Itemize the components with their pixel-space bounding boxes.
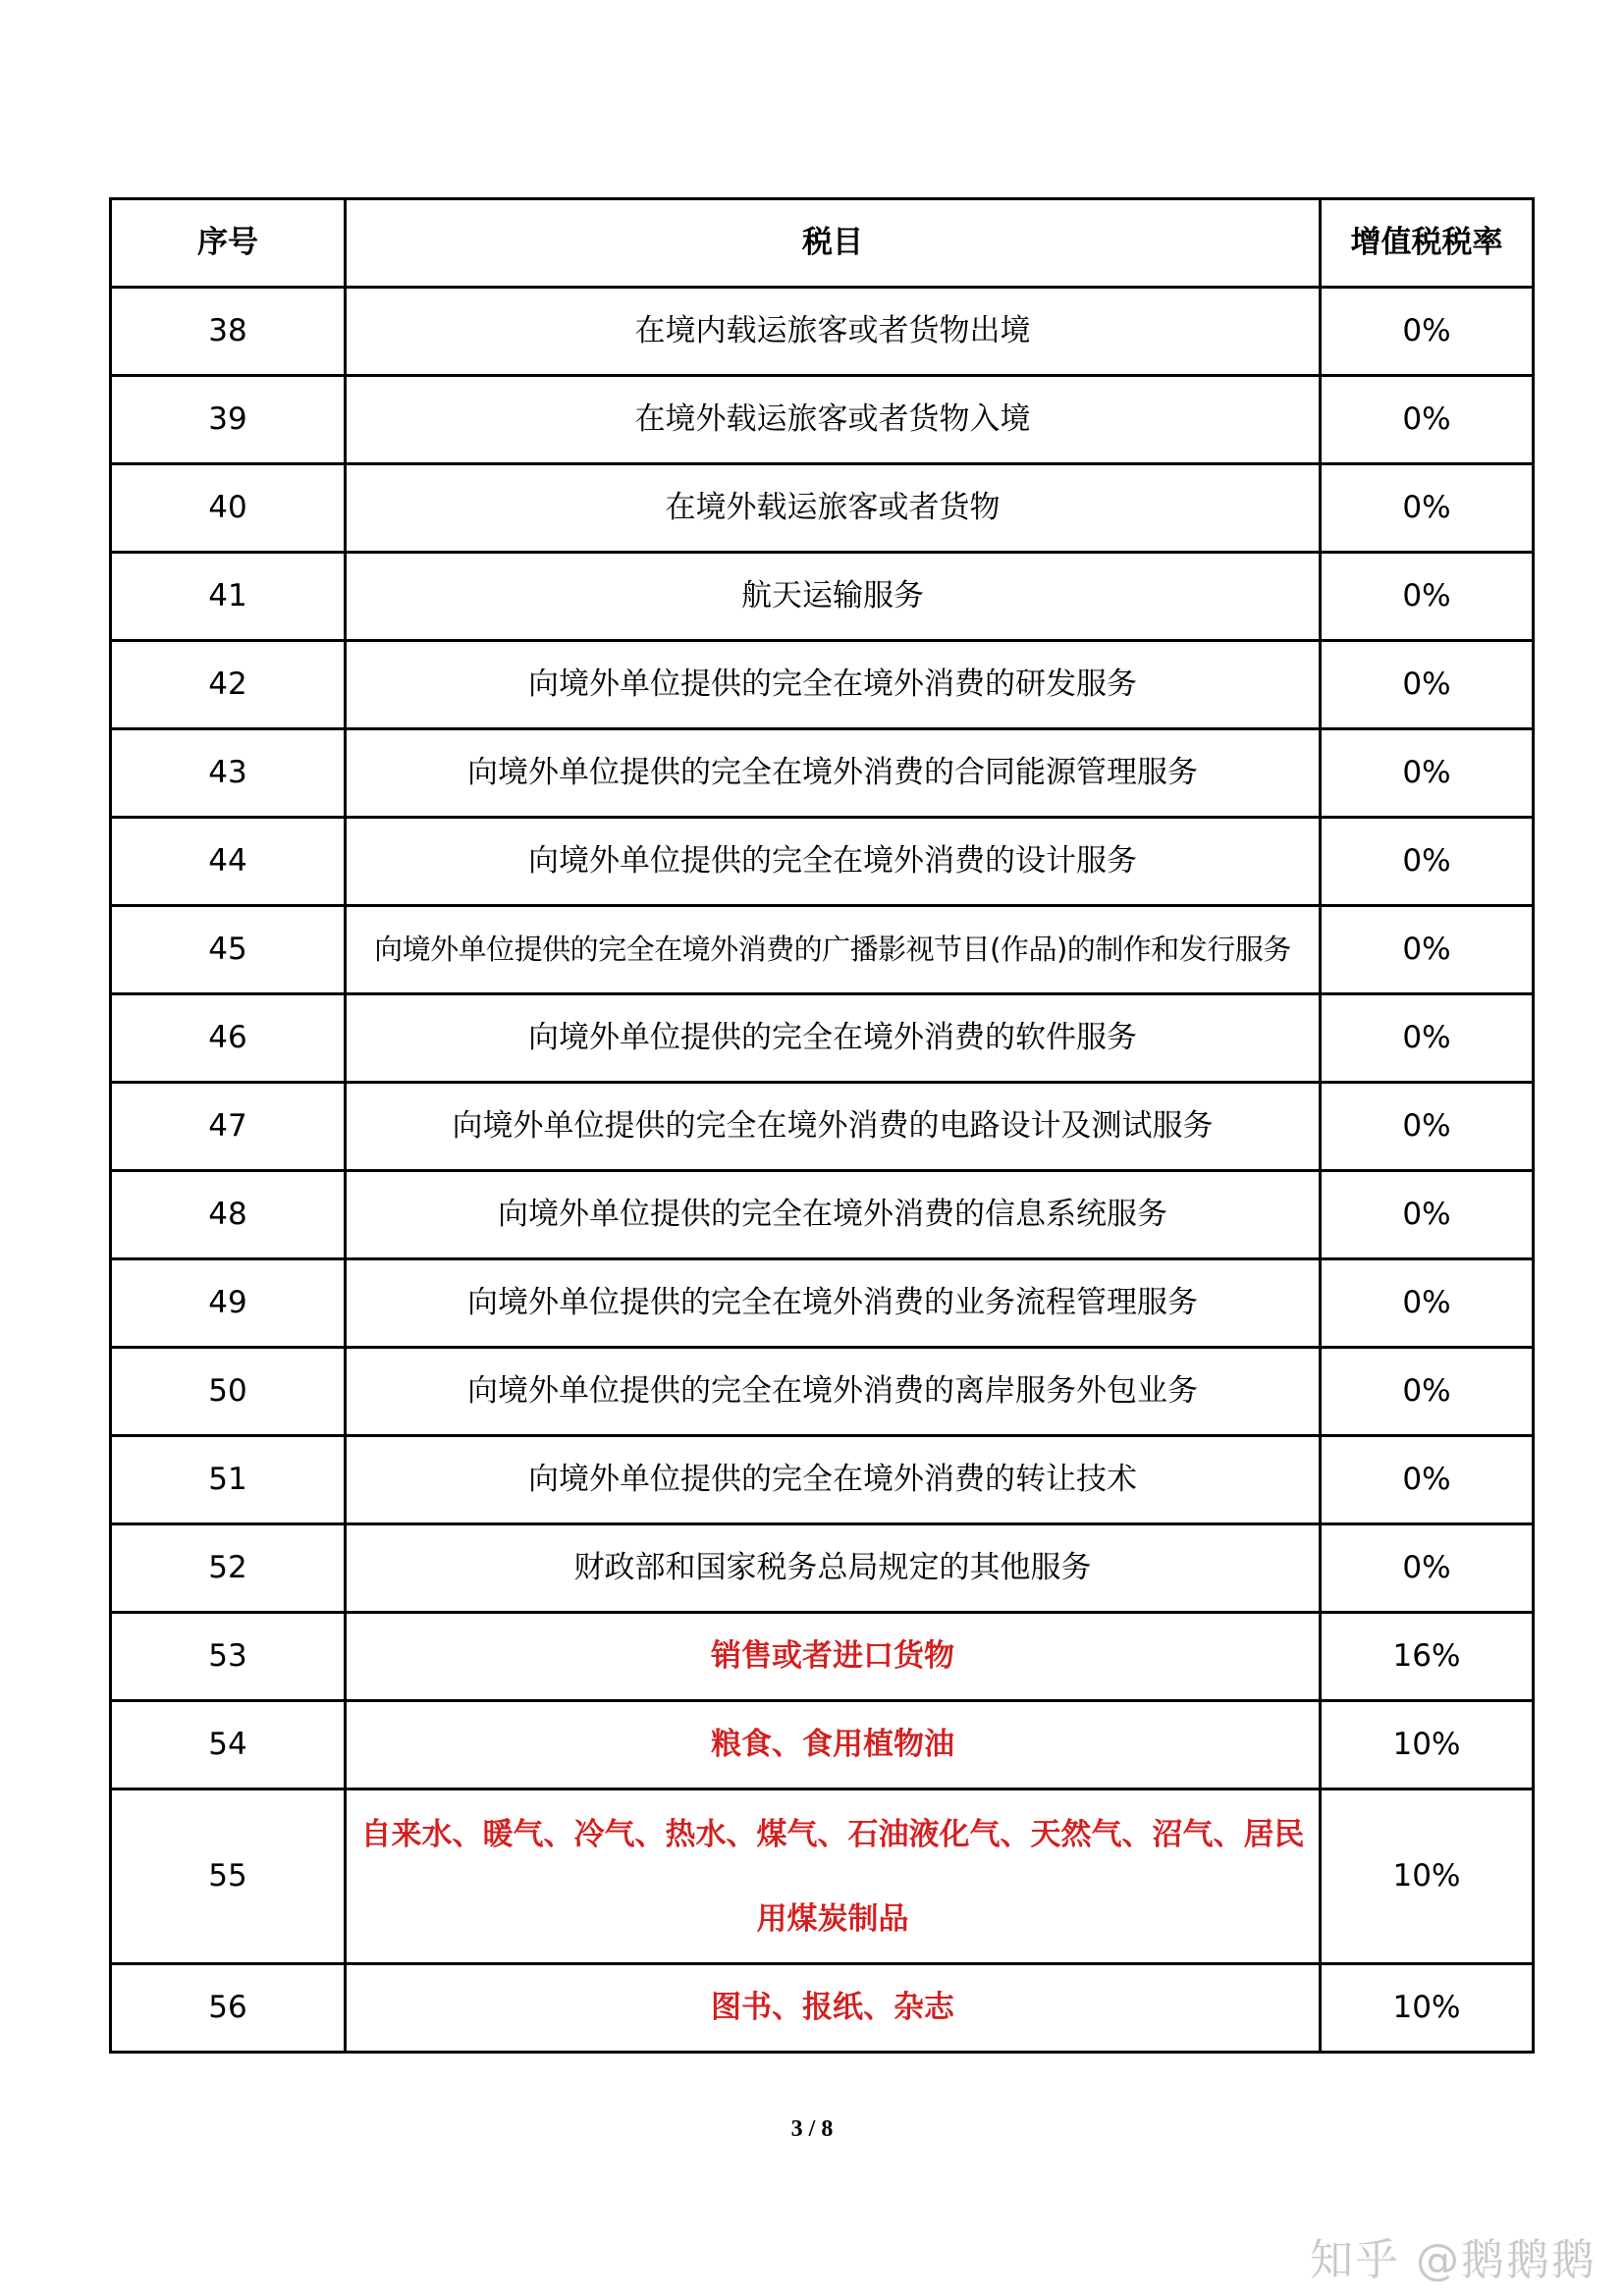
cell-tax-item: 在境内载运旅客或者货物出境 [346,288,1321,376]
table-row [111,1436,1534,1524]
cell-vat-rate: 0% [1321,818,1534,906]
cell-vat-rate: 10% [1321,1701,1534,1789]
table-row [111,464,1534,553]
tax-rate-table [109,197,1535,2054]
cell-vat-rate: 0% [1321,641,1534,729]
cell-tax-item: 航天运输服务 [346,553,1321,641]
cell-tax-item: 图书、报纸、杂志 [346,1964,1321,2053]
cell-serial-number: 52 [111,1524,346,1613]
table-row [111,994,1534,1083]
cell-tax-item: 向境外单位提供的完全在境外消费的设计服务 [346,818,1321,906]
cell-serial-number: 54 [111,1701,346,1789]
cell-serial-number: 39 [111,376,346,464]
cell-vat-rate: 0% [1321,376,1534,464]
header-tax-item: 税目 [346,199,1321,288]
table-row [111,1171,1534,1259]
watermark: 知乎 @鹅鹅鹅 [1310,2235,1597,2285]
cell-vat-rate: 10% [1321,1964,1534,2053]
cell-vat-rate: 0% [1321,729,1534,818]
cell-tax-item: 向境外单位提供的完全在境外消费的业务流程管理服务 [346,1259,1321,1348]
table-row [111,729,1534,818]
cell-tax-item: 向境外单位提供的完全在境外消费的转让技术 [346,1436,1321,1524]
header-vat-rate: 增值税税率 [1321,199,1534,288]
cell-tax-item: 向境外单位提供的完全在境外消费的软件服务 [346,994,1321,1083]
cell-serial-number: 48 [111,1171,346,1259]
cell-serial-number: 38 [111,288,346,376]
table-row [111,1348,1534,1436]
cell-serial-number: 43 [111,729,346,818]
cell-serial-number: 56 [111,1964,346,2053]
cell-serial-number: 47 [111,1083,346,1171]
table-row [111,906,1534,994]
cell-tax-item: 在境外载运旅客或者货物入境 [346,376,1321,464]
table-row [111,641,1534,729]
table-row [111,288,1534,376]
cell-serial-number: 41 [111,553,346,641]
cell-serial-number: 42 [111,641,346,729]
table-row-highlighted [111,1613,1534,1701]
cell-tax-item: 向境外单位提供的完全在境外消费的信息系统服务 [346,1171,1321,1259]
cell-serial-number: 51 [111,1436,346,1524]
cell-tax-item: 自来水、暖气、冷气、热水、煤气、石油液化气、天然气、沼气、居民用煤炭制品 [346,1789,1321,1964]
table-row [111,1259,1534,1348]
table-row [111,376,1534,464]
cell-tax-item: 向境外单位提供的完全在境外消费的电路设计及测试服务 [346,1083,1321,1171]
cell-vat-rate: 16% [1321,1613,1534,1701]
cell-tax-item: 向境外单位提供的完全在境外消费的合同能源管理服务 [346,729,1321,818]
cell-vat-rate: 0% [1321,1524,1534,1613]
header-serial-number: 序号 [111,199,346,288]
page-number: 3 / 8 [790,2116,834,2142]
cell-vat-rate: 0% [1321,1171,1534,1259]
cell-vat-rate: 10% [1321,1789,1534,1964]
cell-tax-item: 向境外单位提供的完全在境外消费的广播影视节目(作品)的制作和发行服务 [346,906,1321,994]
cell-serial-number: 44 [111,818,346,906]
cell-vat-rate: 0% [1321,994,1534,1083]
cell-tax-item: 销售或者进口货物 [346,1613,1321,1701]
table-row-highlighted [111,1789,1534,1964]
table-row-highlighted [111,1701,1534,1789]
cell-serial-number: 40 [111,464,346,553]
cell-vat-rate: 0% [1321,1436,1534,1524]
table-row [111,1524,1534,1613]
table-row-highlighted [111,1964,1534,2053]
table-row [111,818,1534,906]
cell-tax-item: 在境外载运旅客或者货物 [346,464,1321,553]
table-row [111,553,1534,641]
cell-vat-rate: 0% [1321,1259,1534,1348]
cell-tax-item: 向境外单位提供的完全在境外消费的研发服务 [346,641,1321,729]
cell-tax-item: 粮食、食用植物油 [346,1701,1321,1789]
cell-serial-number: 46 [111,994,346,1083]
cell-vat-rate: 0% [1321,464,1534,553]
cell-vat-rate: 0% [1321,1348,1534,1436]
cell-serial-number: 49 [111,1259,346,1348]
cell-vat-rate: 0% [1321,1083,1534,1171]
table-row [111,1083,1534,1171]
cell-serial-number: 50 [111,1348,346,1436]
cell-serial-number: 53 [111,1613,346,1701]
table-header-row [111,199,1534,288]
cell-tax-item: 向境外单位提供的完全在境外消费的离岸服务外包业务 [346,1348,1321,1436]
cell-vat-rate: 0% [1321,288,1534,376]
cell-tax-item: 财政部和国家税务总局规定的其他服务 [346,1524,1321,1613]
cell-serial-number: 45 [111,906,346,994]
cell-vat-rate: 0% [1321,906,1534,994]
cell-vat-rate: 0% [1321,553,1534,641]
cell-serial-number: 55 [111,1789,346,1964]
